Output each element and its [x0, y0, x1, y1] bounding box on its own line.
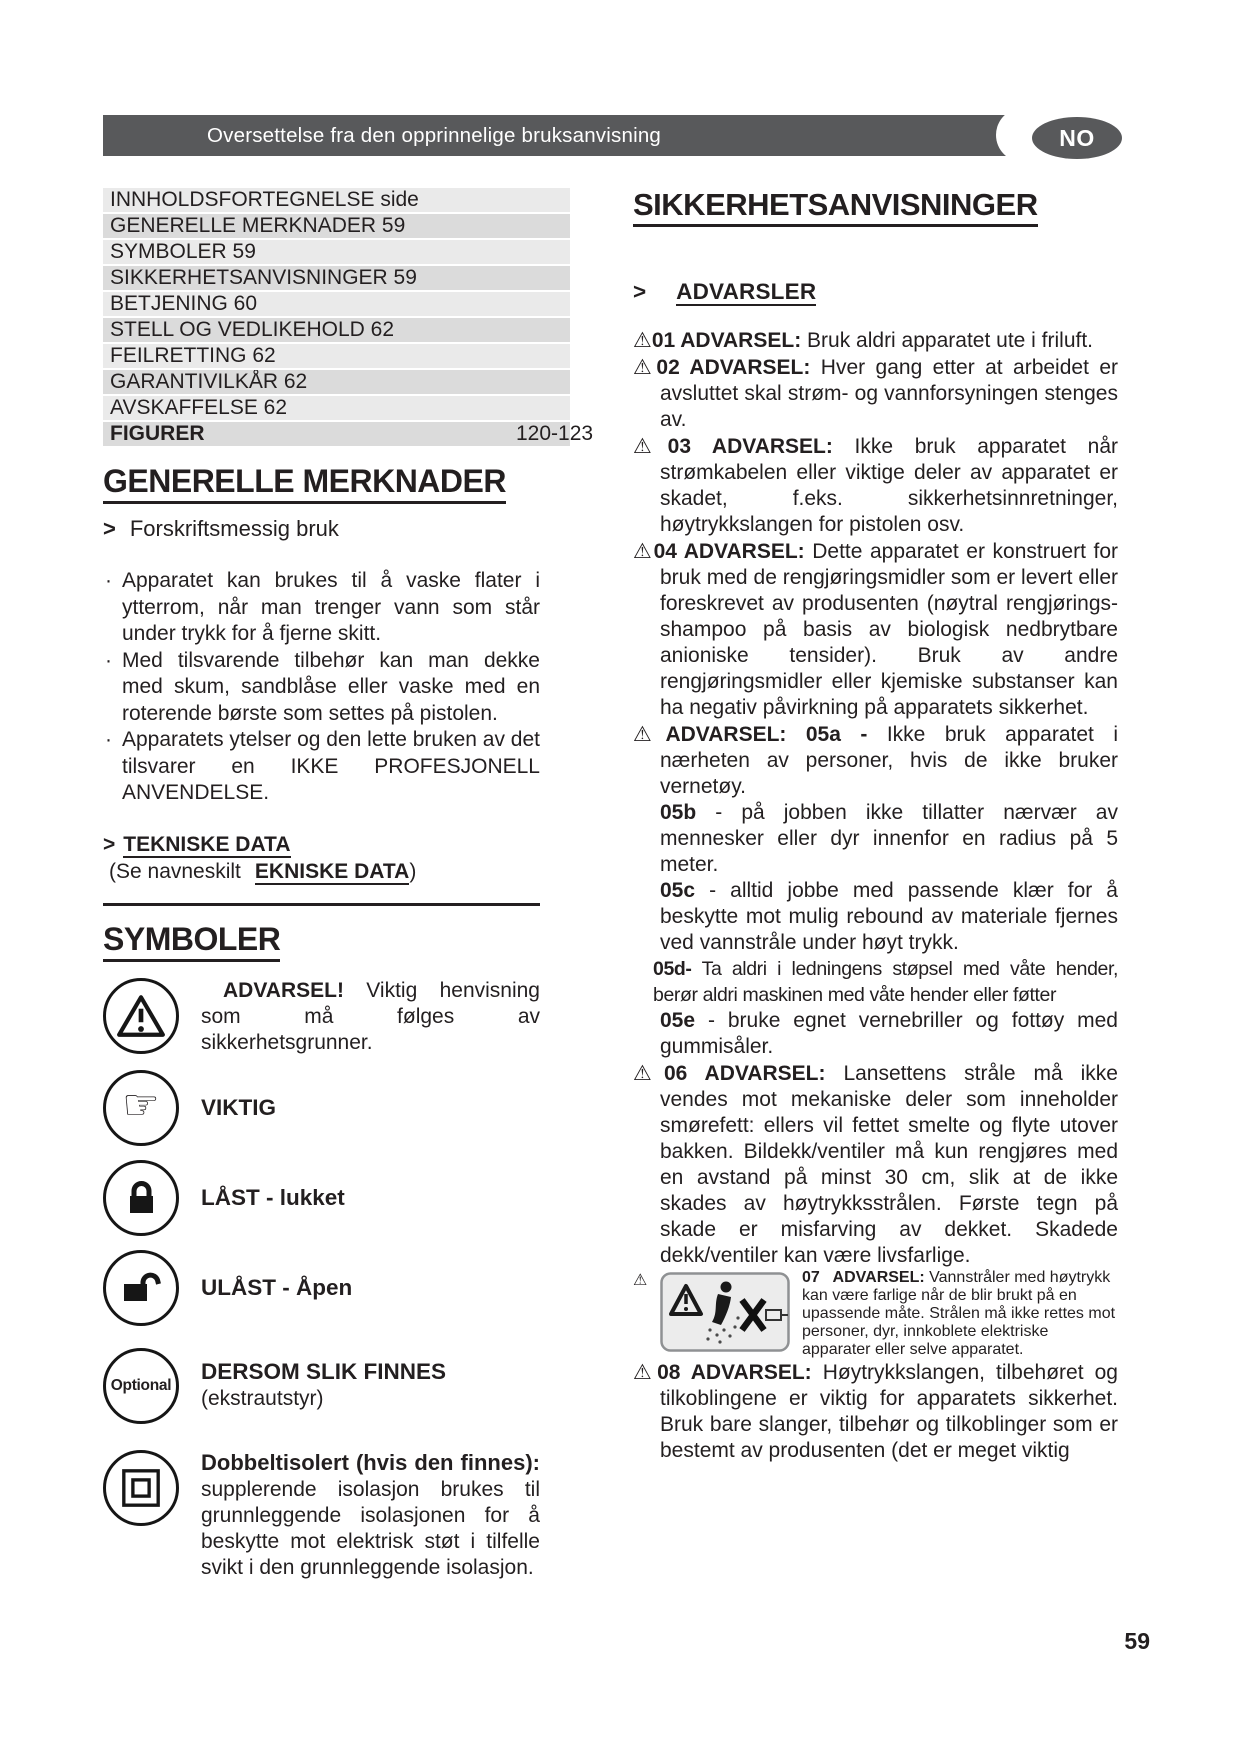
warning-item-07	[633, 1269, 1118, 1359]
warning-prefix: ADVARSEL: 05a -	[665, 723, 868, 747]
toc-pages	[516, 188, 570, 212]
advarsler-label: ADVARSLER	[676, 279, 817, 305]
toc-pages	[516, 318, 570, 342]
symbol-row-viktig	[103, 1070, 540, 1146]
section-title-safety: SIKKERHETSANVISNINGER	[633, 188, 1038, 227]
tech-note-post: )	[409, 859, 417, 883]
general-subtitle-label: Forskriftsmessig bruk	[129, 516, 339, 542]
toc-label: FIGURER	[110, 422, 205, 445]
warning-body: Ikke bruk apparatet når strømkabelen eller viktige deler av apparatet er skadet, f.eks. sikkerhetsinnretninger, høytrykkslangen for pistolen osv.	[660, 435, 1119, 537]
tech-note-pre: (Se navneskilt	[109, 859, 241, 883]
warning-prefix: 07 ADVARSEL:	[802, 1269, 925, 1287]
bullet-dot: ·	[105, 569, 112, 593]
advarsler-heading	[633, 279, 1118, 305]
symbol-double-insulated-body: supplerende isolasjon brukes til grunnleggende isolasjonen for å beskytte mot elektrisk støt i tilfelle svikt i den grunnleggende isolasjon.	[201, 1477, 540, 1579]
toc-pages	[516, 214, 570, 238]
warning-item-05d	[633, 956, 1118, 1008]
warning-body: Vannstråler med høytrykk kan være farlige når de blir brukt på en upassende måte. Strålen må ikke rettes mot personer, dyr, innkoblete elektriske apparater eller selve apparatet.	[802, 1269, 1116, 1359]
tech-note-bold: EKNISKE DATA	[254, 859, 410, 883]
symbol-row-unlocked	[103, 1250, 540, 1326]
toc-row	[103, 214, 570, 238]
warning-prefix: 05e	[660, 1009, 696, 1033]
high-pressure-jet-pictogram	[660, 1272, 790, 1352]
warning-body: - på jobben ikke tillatter nærvær av mennesker eller dyr innenfor en radius på 5 meter.	[660, 801, 1118, 877]
symbol-row-double-insulated	[103, 1450, 540, 1581]
symbol-optional-note: (ekstrautstyr)	[201, 1387, 324, 1411]
warning-prefix: 08 ADVARSEL:	[657, 1361, 812, 1385]
toc-pages	[516, 396, 570, 420]
language-badge-label: NO	[1059, 124, 1095, 151]
pointing-hand-icon: ☞	[103, 1070, 179, 1146]
chevron-marker: >	[633, 279, 647, 305]
symbol-advarsel-label: ADVARSEL!	[223, 978, 344, 1002]
lock-closed-icon	[103, 1160, 179, 1236]
symbol-optional-label: DERSOM SLIK FINNES	[201, 1359, 447, 1385]
bullet-item	[103, 568, 540, 648]
warning-body: - alltid jobbe med passende klær for å beskytte mot mulig rebound av materiale fjernes ved vannstråle under høyt trykk.	[660, 879, 1118, 955]
warning-triangle-glyph: ⚠	[633, 539, 654, 564]
toc-pages	[516, 370, 570, 394]
tech-data-label: TEKNISKE DATA	[123, 832, 291, 856]
symbol-row-advarsel	[103, 978, 540, 1056]
warning-prefix: 01 ADVARSEL:	[651, 329, 802, 353]
warning-body: Ikke bruk apparatet i nærheten av personer, hvis de ikke bruker vernetøy.	[660, 723, 1118, 799]
toc-row	[103, 344, 570, 368]
toc-row	[103, 266, 570, 290]
warning-prefix: 02 ADVARSEL:	[656, 356, 811, 380]
symbol-advarsel-text	[201, 978, 540, 1056]
warning-prefix: 03 ADVARSEL:	[667, 435, 833, 459]
bullet-text: Med tilsvarende tilbehør kan man dekke med skum, sandblåse eller vaske med en roterende børste som settes på pistolen.	[122, 648, 540, 725]
symbol-row-optional	[103, 1348, 540, 1424]
bullet-text: Apparatets ytelser og den lette bruken av det tilsvarer en IKKE PROFESJONELL ANVENDELSE.	[122, 728, 540, 805]
warning-item-02	[633, 354, 1118, 433]
toc-label: FEILRETTING 62	[110, 344, 276, 367]
general-subtitle	[103, 516, 540, 542]
toc-row-figurer	[103, 422, 594, 446]
optional-badge-icon	[103, 1348, 179, 1424]
warning-item-05b	[633, 800, 1118, 878]
warning-body: Lansettens stråle må ikke vendes mot mekaniske deler som inneholder smørefett: ellers vil fettet smelte og flyte utover bakken. Bildekk/ventiler må kun rengjøres med en avstand på minst 30 cm, slik at de ikke skades av høytrykksstrålen. Første tegn på skade er misfarving av dekket. Skadede dekk/ventiler kan være livsfarlige.	[660, 1062, 1118, 1268]
warning-prefix: 06 ADVARSEL:	[663, 1062, 826, 1086]
toc-label: GARANTIVILKÅR 62	[110, 370, 308, 393]
divider	[103, 903, 540, 906]
warning-triangle-glyph: ⚠	[633, 355, 657, 380]
warning-prefix: 05c	[660, 879, 696, 903]
warning-body: Hver gang etter at arbeidet er avsluttet skal strøm- og vannforsyningen stenges av.	[660, 356, 1119, 432]
double-insulated-icon	[103, 1450, 179, 1526]
toc-row	[103, 240, 570, 264]
language-badge	[1032, 117, 1122, 159]
toc-label: SIKKERHETSANVISNINGER 59	[110, 266, 417, 289]
toc-table	[103, 188, 594, 446]
warning-body: Dette apparatet er konstruert for bruk med de rengjøringsmidler som er levert eller foreskrevet av produsenten (nøytral rengjørings-shampoo på basis av biologisk nedbrytbare anioniske tensider). Bruk av andre rengjøringsmidler eller kjemiske substanser kan ha negativ påvirkning på apparatets sikkerhet.	[660, 540, 1118, 720]
warning-triangle-glyph: ⚠	[633, 328, 652, 353]
warning-item-03	[633, 433, 1118, 538]
bullet-item	[103, 727, 540, 807]
toc-row	[103, 188, 570, 212]
page-number: 59	[1124, 1628, 1150, 1654]
warning-item-05e	[633, 1008, 1118, 1060]
tech-data-heading	[103, 831, 540, 858]
warning-item-05a	[633, 721, 1118, 800]
warning-body: - bruke egnet vernebriller og fottøy med gummisåler.	[660, 1009, 1118, 1059]
toc-label: AVSKAFFELSE 62	[110, 396, 288, 419]
warning-body: Ta aldri i ledningens støpsel med våte hender, berør aldri maskinen med våte hender eller føtter	[653, 958, 1118, 1007]
symbol-unlocked-label: ULÅST - Åpen	[201, 1274, 353, 1300]
toc-pages	[516, 266, 570, 290]
toc-label: SYMBOLER 59	[110, 240, 256, 263]
toc-pages	[516, 344, 570, 368]
toc-label: BETJENING 60	[110, 292, 258, 315]
warning-item-08	[633, 1359, 1118, 1464]
warning-item-01	[633, 327, 1118, 354]
bullet-text: Apparatet kan brukes til å vaske flater i ytterrom, når man trenger vann som står under trykk for å fjerne skitt.	[122, 569, 540, 646]
symbol-locked-label: LÅST - lukket	[201, 1184, 345, 1210]
warning-triangle-icon	[103, 978, 179, 1054]
toc-row	[103, 396, 570, 420]
right-column	[633, 188, 1118, 1464]
toc-pages	[516, 292, 570, 316]
general-bullets	[103, 568, 540, 807]
warning-item-04	[633, 538, 1118, 721]
warning-triangle-glyph: ⚠	[633, 434, 668, 459]
toc-row	[103, 370, 570, 394]
bullet-dot: ·	[105, 648, 112, 672]
header-bar	[103, 115, 1015, 156]
warning-item-06	[633, 1060, 1118, 1269]
section-title-general: GENERELLE MERKNADER	[103, 464, 506, 504]
symbol-viktig-label: VIKTIG	[201, 1094, 277, 1120]
toc-row	[103, 318, 570, 342]
toc-row	[103, 292, 570, 316]
toc-pages: 120-123	[516, 422, 594, 445]
symbol-optional-text	[201, 1359, 540, 1412]
toc-pages	[516, 240, 570, 264]
toc-label: GENERELLE MERKNADER 59	[110, 214, 406, 237]
warning-triangle-glyph: ⚠	[633, 1061, 664, 1086]
symbol-row-locked	[103, 1160, 540, 1236]
warning-triangle-glyph: ⚠	[633, 722, 666, 747]
symbol-advarsel-body: Viktig henvisning som må følges av sikkerhetsgrunner.	[201, 978, 540, 1054]
symbol-double-insulated-text	[201, 1450, 540, 1581]
warning-triangle-glyph: ⚠	[633, 1270, 648, 1290]
optional-badge-text: Optional	[110, 1376, 172, 1394]
warning-prefix: 04 ADVARSEL:	[653, 540, 805, 564]
warning-body: Høytrykkslangen, tilbehøret og tilkoblingene er viktig for apparatets sikkerhet. Bruk bare slanger, tilbehør og tilkoblinger som er bestemt av produsenten (det er meget viktig	[660, 1361, 1118, 1463]
warning-body: Bruk aldri apparatet ute i friluft.	[807, 329, 1094, 353]
warning-item-05c	[633, 878, 1118, 956]
symbol-double-insulated-label: Dobbeltisolert (hvis den finnes):	[201, 1449, 540, 1475]
bullet-dot: ·	[105, 728, 112, 752]
warning-prefix: 05b	[660, 801, 697, 825]
bullet-item	[103, 648, 540, 728]
section-title-symbols: SYMBOLER	[103, 922, 280, 962]
header-title: Oversettelse fra den opprinnelige bruksanvisning	[207, 123, 662, 147]
warning-triangle-glyph: ⚠	[633, 1360, 658, 1385]
tech-data-note	[103, 858, 540, 885]
lock-open-icon	[103, 1250, 179, 1326]
chevron-marker: >	[103, 516, 116, 542]
toc-label: INNHOLDSFORTEGNELSE side	[110, 188, 419, 211]
warning-prefix: 05d-	[653, 958, 692, 981]
toc-label: STELL OG VEDLIKEHOLD 62	[110, 318, 395, 341]
chevron-marker: >	[103, 832, 116, 856]
left-column	[103, 188, 594, 1595]
